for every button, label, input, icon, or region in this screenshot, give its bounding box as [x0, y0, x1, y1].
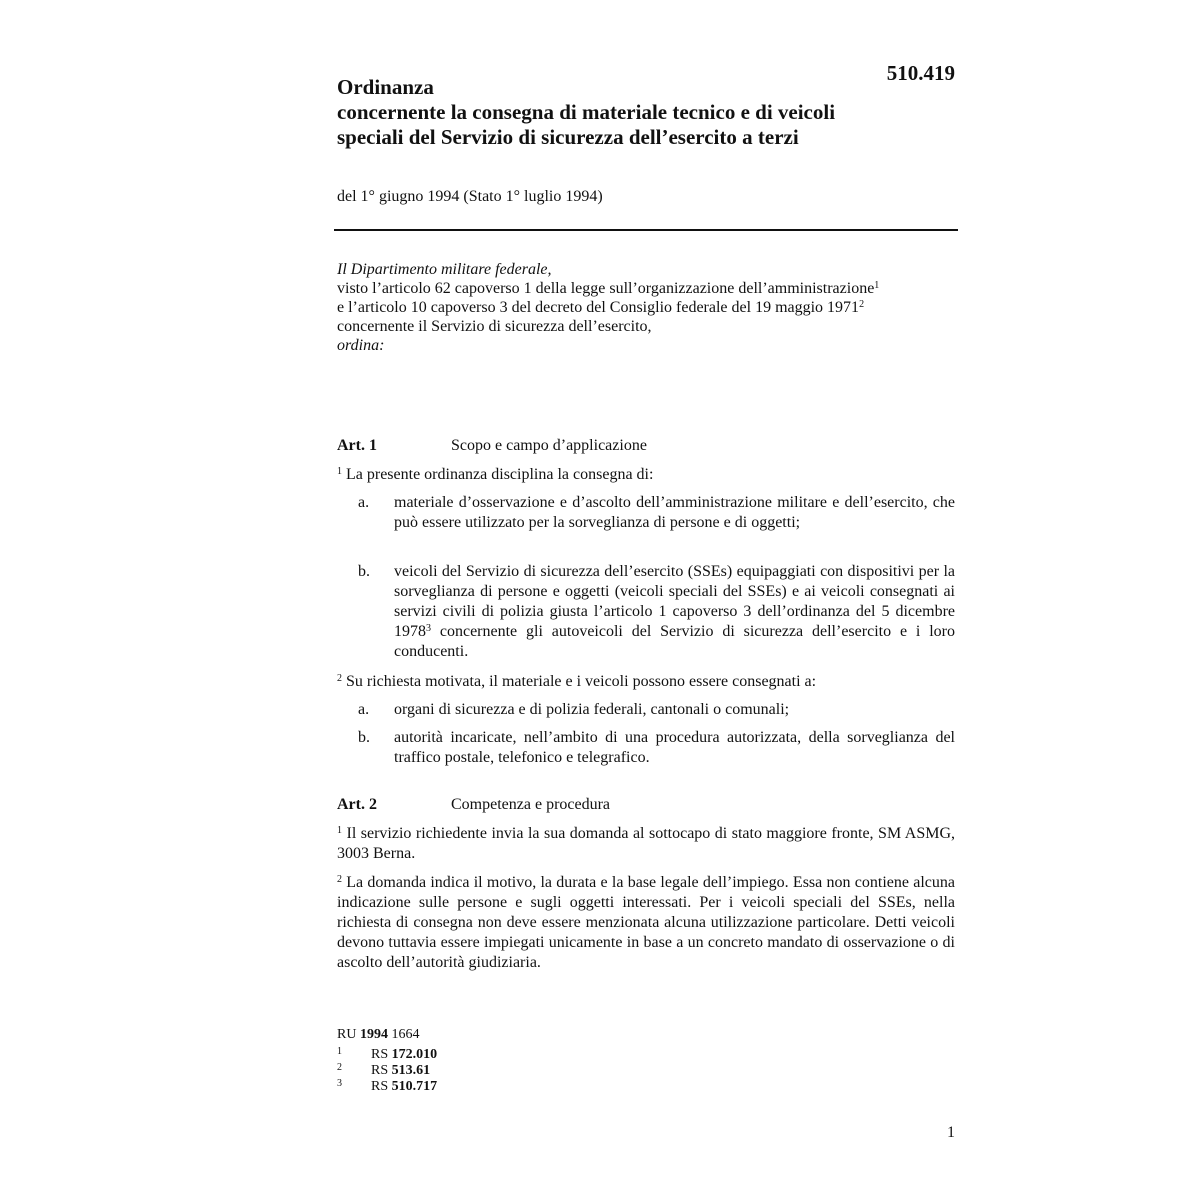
preamble-authority: Il Dipartimento militare federale,: [337, 261, 552, 278]
list-label: a.: [358, 494, 370, 511]
list-item: [358, 700, 955, 720]
article-2-paragraph-2: $^2$ La domanda indica il motivo, la durata e la base legale dell’impiego. Essa non contiene alcuna indicazione sulle persone e sugli oggetti interessati. Per i veicoli speciali del SSEs, nella richiesta di consegna non deve essere menzionata alcuna utilizzazione particolare. Detti veicoli devono tuttavia essere impiegati unicamente in base a un concreto mandato di osservazione o di ascolto dell’autorità giudiziaria.: [337, 874, 956, 971]
page-number: 1: [947, 1124, 955, 1141]
list-item: [358, 562, 955, 662]
paragraph-number: 1: [337, 825, 342, 836]
document-title: [337, 75, 947, 150]
title-line: Ordinanza: [337, 75, 434, 99]
title-line: speciali del Servizio di sicurezza dell’esercito a terzi: [337, 125, 799, 149]
article-2-paragraph-1: $^1$ Il servizio richiedente invia la sua domanda al sottocapo di stato maggiore fronte, SM ASMG, 3003 Berna.: [337, 825, 956, 862]
preamble-ordina: ordina:: [337, 337, 385, 354]
sr-number: 510.419: [886, 61, 955, 85]
list-text: organi di sicurezza e di polizia federali, cantonali o comunali;: [394, 701, 790, 718]
paragraph-number: 2: [337, 673, 342, 684]
article-number: Art. 1: [337, 437, 377, 454]
footnote-number: 1: [337, 1046, 342, 1057]
preamble-line: concernente il Servizio di sicurezza dell’esercito,: [337, 318, 652, 335]
ru-reference: RU 1994 1664: [337, 1027, 420, 1042]
footnote-number: 3: [337, 1078, 342, 1089]
footnote-ref: 3: [426, 623, 431, 634]
article-2-heading: [337, 796, 610, 814]
article-1-paragraph-1: $^1$ La presente ordinanza disciplina la consegna di:: [337, 466, 654, 483]
list-item: [358, 493, 955, 533]
footnote-ref: 2: [859, 299, 865, 310]
preamble: [337, 260, 957, 355]
dateline: del 1° giugno 1994 (Stato 1° luglio 1994): [337, 188, 603, 205]
paragraph-number: 2: [337, 874, 342, 885]
list-label: b.: [358, 563, 370, 580]
footnote-text: RS 513.61: [371, 1063, 431, 1078]
article-1-heading: [337, 437, 647, 455]
footnote-text: RS 510.717: [371, 1079, 438, 1094]
article-1-paragraph-2: $^2$ Su richiesta motivata, il materiale e i veicoli possono essere consegnati a:: [337, 673, 817, 690]
list-item: [358, 728, 955, 768]
list-label: a.: [358, 701, 370, 718]
header-divider: [334, 229, 958, 231]
footnote-text: RS 172.010: [371, 1047, 438, 1062]
list-label: b.: [358, 729, 370, 746]
article-title: Scopo e campo d’applicazione: [451, 437, 647, 454]
preamble-line: e l’articolo 10 capoverso 3 del decreto del Consiglio federale del 19 maggio 1971$^2$: [337, 299, 865, 316]
footnote-number: 2: [337, 1062, 342, 1073]
article-title: Competenza e procedura: [451, 796, 611, 813]
title-line: concernente la consegna di materiale tecnico e di veicoli: [337, 100, 836, 124]
paragraph-number: 1: [337, 466, 342, 477]
list-text: autorità incaricate, nell’ambito di una procedura autorizzata, della sorveglianza del traffico postale, telefonico e telegrafico.: [394, 729, 955, 766]
list-text: materiale d’osservazione e d’ascolto dell’amministrazione militare e dell’esercito, che può essere utilizzato per la sorveglianza di persone e di oggetti;: [394, 494, 955, 531]
preamble-line: visto l’articolo 62 capoverso 1 della legge sull’organizzazione dell’amministrazione$^1$: [337, 280, 880, 297]
article-number: Art. 2: [337, 796, 377, 813]
footnote-ref: 1: [874, 280, 880, 291]
list-text: veicoli del Servizio di sicurezza dell’esercito (SSEs) equipaggiati con dispositivi per la sorveglianza di persone e oggetti (veicoli speciali del SSEs) e ai veicoli consegnati ai servizi civili di polizia giusta l’articolo 1 capoverso 3 dell’ordinanza del 5 dicembre 1978$^3$ concernente gli autoveicoli del Servizio di sicurezza dell’esercito e i loro conducenti.: [394, 563, 955, 660]
